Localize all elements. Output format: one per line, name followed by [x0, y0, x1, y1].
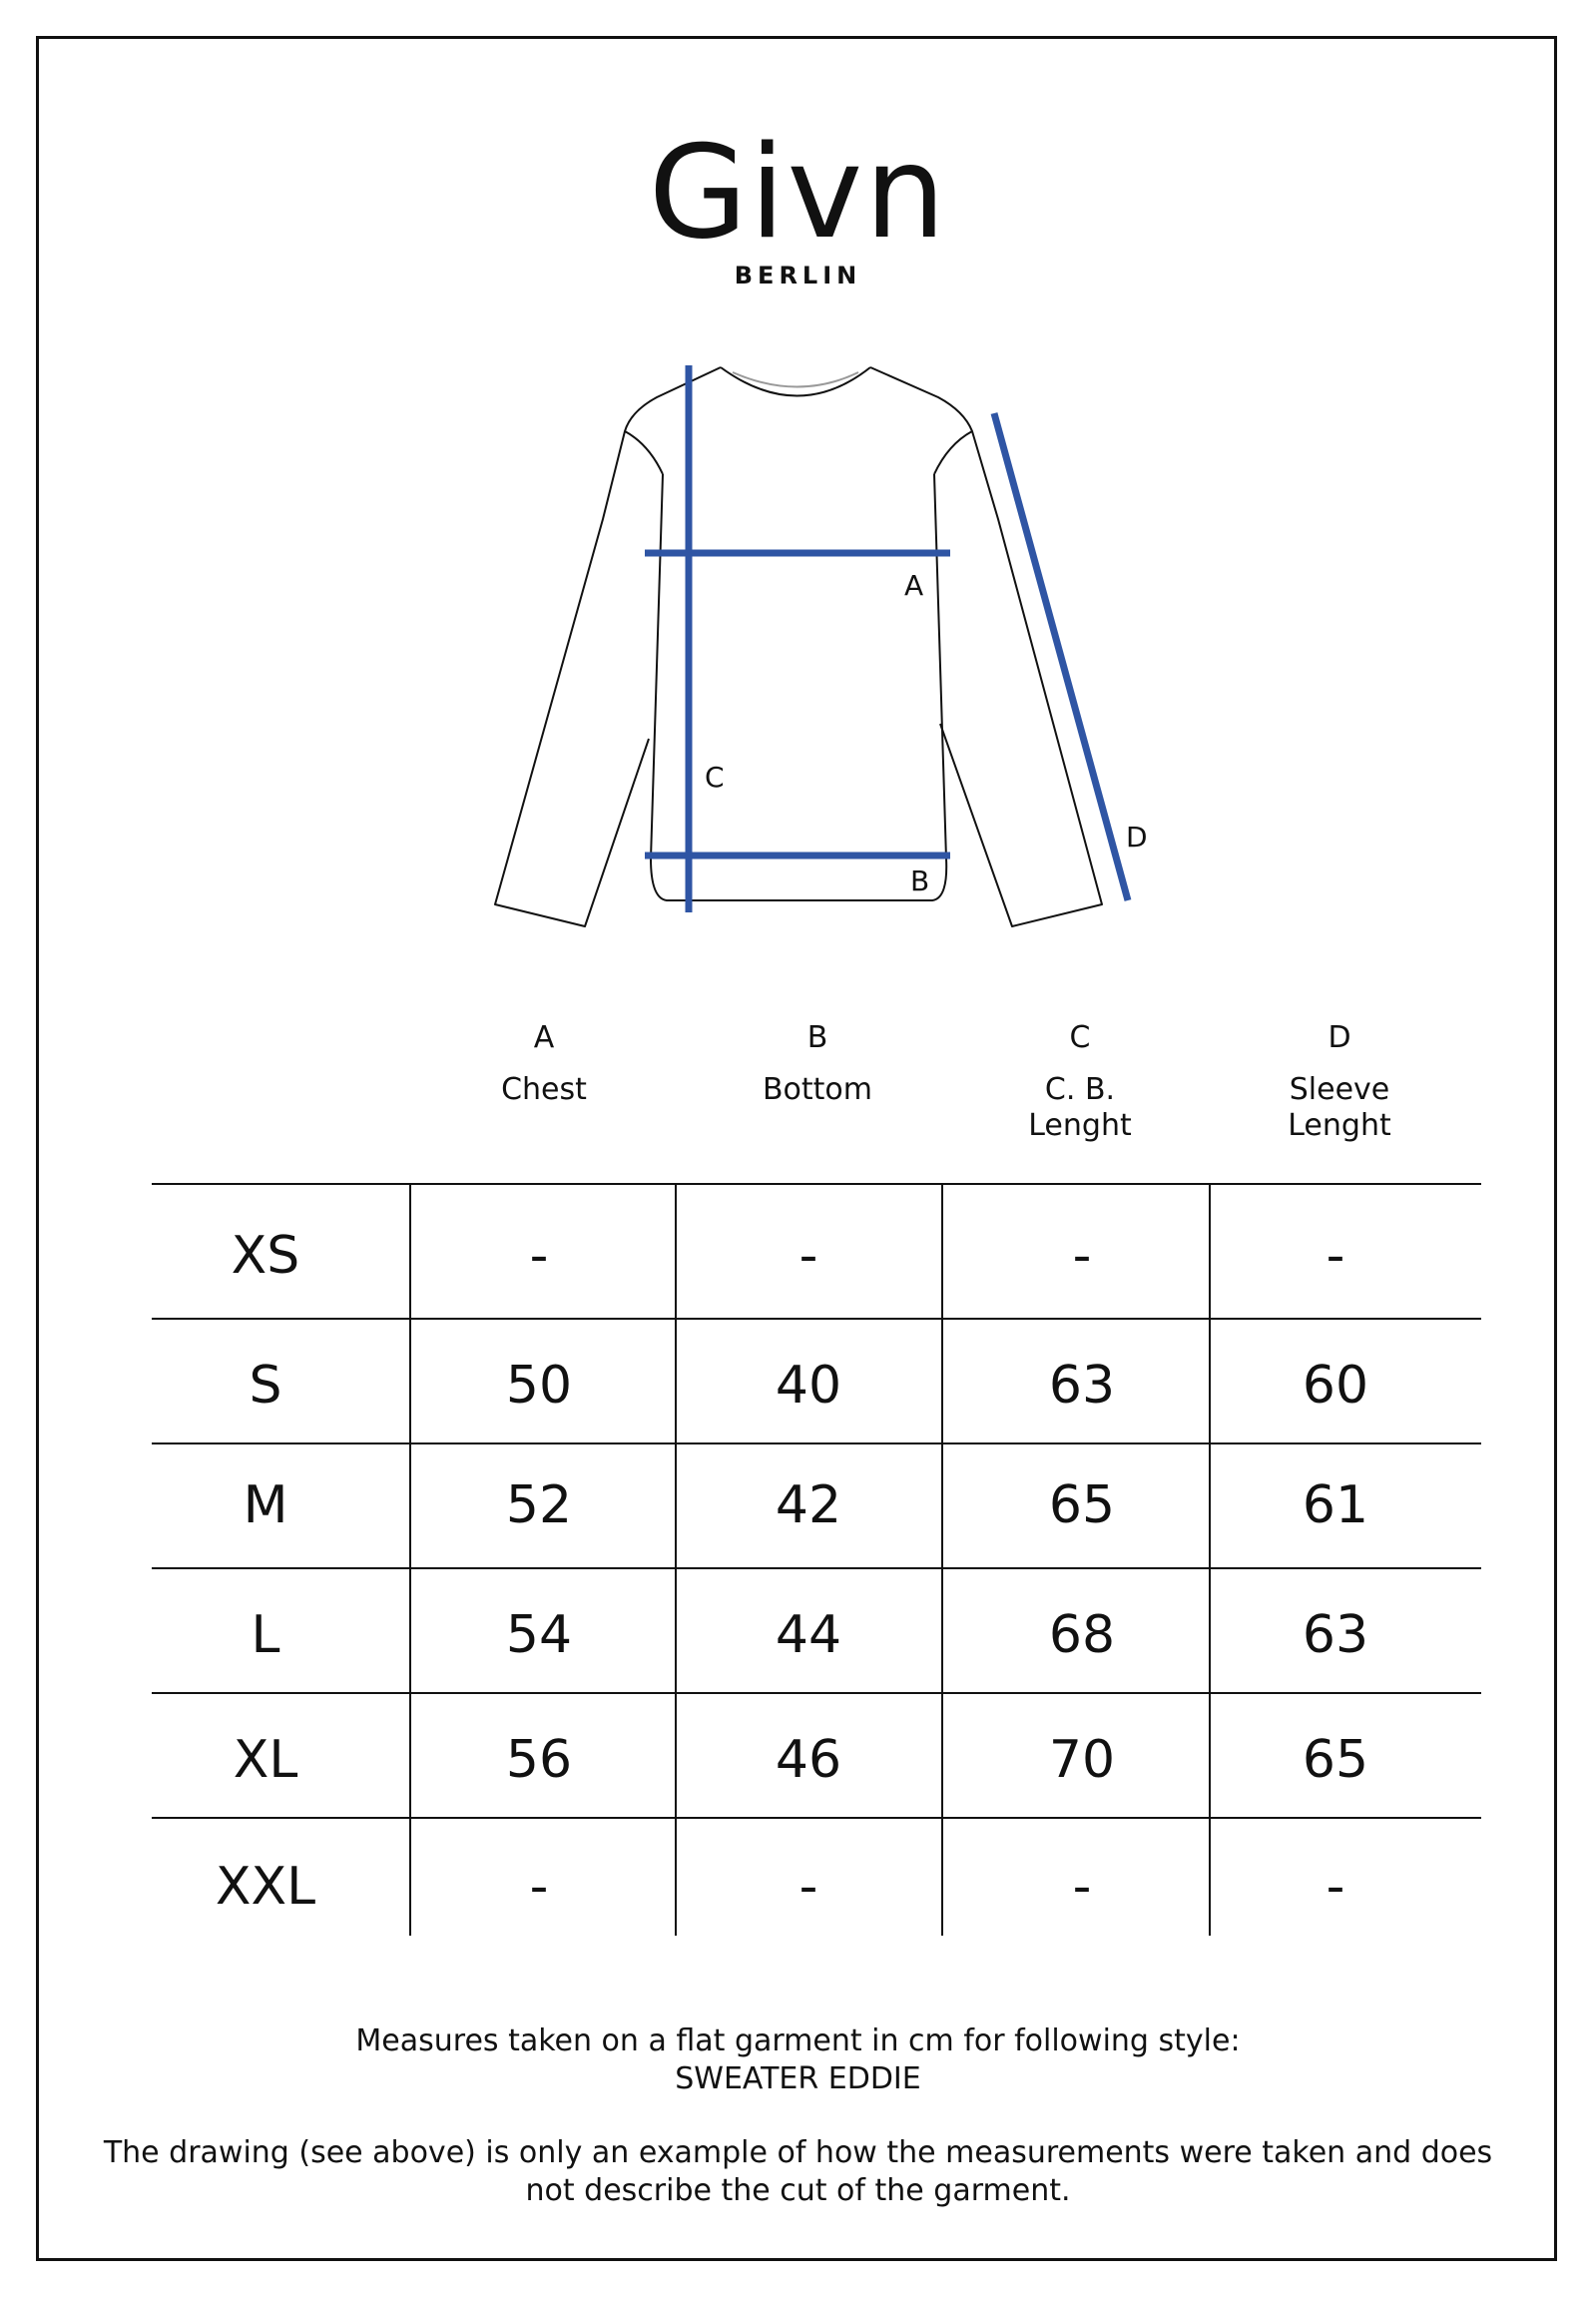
column-divider: [941, 1183, 943, 1936]
note-line-1: Measures taken on a flat garment in cm for following style:: [355, 2023, 1241, 2058]
garment-diagram: [0, 0, 1596, 958]
size-label: XXL: [215, 1857, 316, 1917]
table-cell: 40: [775, 1356, 842, 1416]
column-name: Sleeve Lenght: [1288, 1072, 1391, 1143]
table-cell: -: [1326, 1857, 1345, 1917]
label-d: D: [1126, 821, 1148, 854]
table-cell: 44: [775, 1605, 842, 1665]
column-letter: D: [1328, 1020, 1351, 1055]
size-label: L: [251, 1605, 280, 1665]
table-cell: 61: [1302, 1475, 1369, 1535]
table-cell: -: [798, 1226, 818, 1286]
table-cell: 46: [775, 1730, 842, 1790]
row-divider: [152, 1692, 1481, 1694]
column-name: Chest: [501, 1072, 587, 1107]
column-letter: A: [533, 1020, 555, 1055]
table-cell: -: [1326, 1226, 1345, 1286]
note-line-4: not describe the cut of the garment.: [525, 2173, 1071, 2208]
row-divider: [152, 1183, 1481, 1185]
size-label: S: [249, 1356, 282, 1416]
table-cell: 52: [505, 1475, 573, 1535]
size-label: XS: [231, 1226, 300, 1286]
table-cell: 60: [1302, 1356, 1369, 1416]
note-style-name: SWEATER EDDIE: [675, 2061, 921, 2096]
sweater-outline: [495, 367, 1102, 926]
table-cell: -: [529, 1857, 549, 1917]
table-cell: 65: [1302, 1730, 1369, 1790]
column-divider: [675, 1183, 677, 1936]
table-cell: 42: [775, 1475, 842, 1535]
size-label: XL: [233, 1730, 298, 1790]
table-cell: -: [798, 1857, 818, 1917]
column-letter: B: [806, 1020, 828, 1055]
table-cell: 63: [1048, 1356, 1116, 1416]
measure-lines: [645, 365, 1128, 912]
row-divider: [152, 1567, 1481, 1569]
table-cell: -: [529, 1226, 549, 1286]
column-name: C. B. Lenght: [1028, 1072, 1132, 1143]
table-cell: 70: [1048, 1730, 1116, 1790]
brand-logo: Givn: [648, 119, 948, 268]
brand-city: BERLIN: [734, 262, 862, 289]
table-cell: 68: [1048, 1605, 1116, 1665]
column-divider: [1209, 1183, 1211, 1936]
row-divider: [152, 1442, 1481, 1444]
table-cell: 56: [505, 1730, 573, 1790]
table-cell: 54: [505, 1605, 573, 1665]
table-cell: 65: [1048, 1475, 1116, 1535]
table-cell: -: [1072, 1226, 1092, 1286]
table-cell: -: [1072, 1857, 1092, 1917]
row-divider: [152, 1318, 1481, 1320]
measure-line-d: [994, 413, 1128, 900]
size-label: M: [243, 1475, 288, 1535]
column-divider: [409, 1183, 411, 1936]
column-letter: C: [1069, 1020, 1091, 1055]
table-cell: 50: [505, 1356, 573, 1416]
note-line-3: The drawing (see above) is only an example of how the measurements were taken and does: [103, 2135, 1493, 2170]
label-b: B: [910, 864, 930, 897]
label-a: A: [904, 569, 924, 602]
label-c: C: [705, 761, 725, 794]
row-divider: [152, 1817, 1481, 1819]
column-name: Bottom: [762, 1072, 873, 1107]
table-cell: 63: [1302, 1605, 1369, 1665]
